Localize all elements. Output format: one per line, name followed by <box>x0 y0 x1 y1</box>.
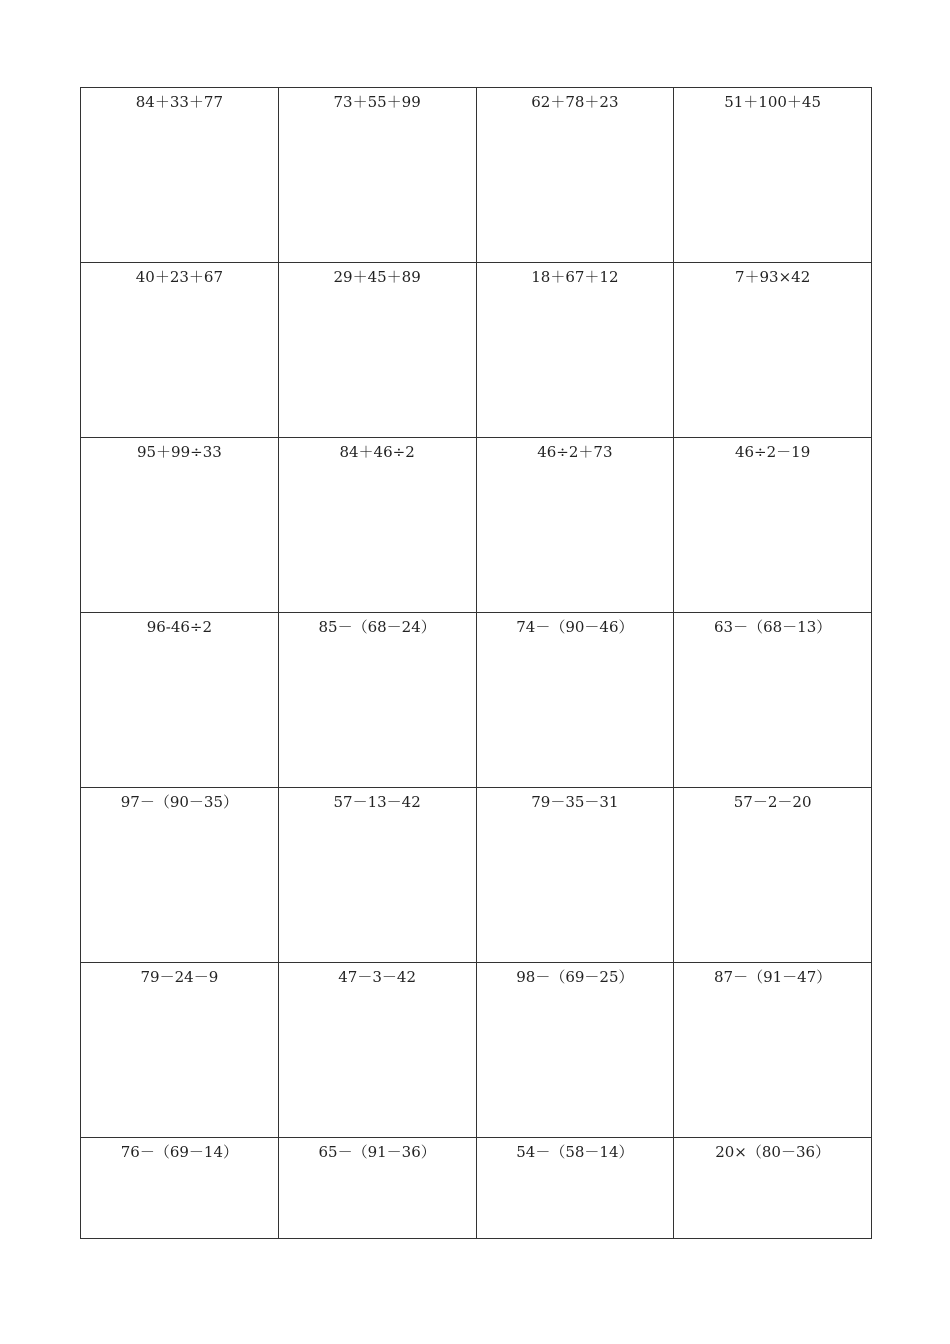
problem-expression: 96-46÷2 <box>146 618 213 636</box>
problem-cell <box>476 1138 674 1239</box>
problem-row <box>81 88 872 263</box>
problem-cell <box>278 263 476 438</box>
problem-expression: 98－（69－25） <box>516 968 634 986</box>
problem-expression: 79－24－9 <box>140 968 219 986</box>
problem-cell <box>81 1138 279 1239</box>
problem-expression: 76－（69－14） <box>120 1143 238 1161</box>
problem-cell <box>278 88 476 263</box>
problem-cell <box>476 263 674 438</box>
problem-expression: 87－（91－47） <box>713 968 832 986</box>
problem-expression: 40＋23＋67 <box>135 268 223 286</box>
problem-row <box>81 963 872 1138</box>
problem-cell <box>476 613 674 788</box>
problem-expression: 74－（90－46） <box>516 618 634 636</box>
problem-cell <box>674 438 872 613</box>
problem-expression: 29＋45＋89 <box>333 268 421 286</box>
problem-expression: 46÷2＋73 <box>537 443 613 461</box>
problem-cell <box>476 88 674 263</box>
problem-cell <box>674 263 872 438</box>
problem-cell <box>674 1138 872 1239</box>
problem-expression: 46÷2－19 <box>734 443 811 461</box>
problem-expression: 95＋99÷33 <box>136 443 222 461</box>
problem-row <box>81 438 872 613</box>
problem-expression: 57－2－20 <box>733 793 812 811</box>
problem-cell <box>674 613 872 788</box>
problem-row <box>81 263 872 438</box>
problem-expression: 79－35－31 <box>531 793 619 811</box>
problem-cell <box>674 963 872 1138</box>
problem-row <box>81 788 872 963</box>
problem-row <box>81 613 872 788</box>
problem-cell <box>674 88 872 263</box>
problem-cell <box>81 263 279 438</box>
problem-expression: 73＋55＋99 <box>333 93 421 111</box>
problem-expression: 7＋93×42 <box>734 268 811 286</box>
problem-cell <box>81 963 279 1138</box>
problem-cell <box>476 438 674 613</box>
problem-cell <box>674 788 872 963</box>
problem-cell <box>278 613 476 788</box>
problem-cell <box>81 438 279 613</box>
problem-row <box>81 1138 872 1239</box>
problem-cell <box>81 788 279 963</box>
problem-expression: 51＋100＋45 <box>724 93 822 111</box>
problem-expression: 97－（90－35） <box>120 793 238 811</box>
problem-cell <box>476 963 674 1138</box>
problem-cell <box>278 1138 476 1239</box>
problem-expression: 65－（91－36） <box>318 1143 436 1161</box>
problem-cell <box>81 88 279 263</box>
problem-expression: 57－13－42 <box>333 793 421 811</box>
problem-cell <box>278 963 476 1138</box>
problem-expression: 85－（68－24） <box>318 618 436 636</box>
problem-expression: 20×（80－36） <box>715 1143 831 1161</box>
problem-expression: 18＋67＋12 <box>531 268 619 286</box>
problem-expression: 54－（58－14） <box>516 1143 634 1161</box>
problem-cell <box>278 438 476 613</box>
problem-cell <box>81 613 279 788</box>
problem-cell <box>278 788 476 963</box>
problem-expression: 63－（68－13） <box>713 618 832 636</box>
problem-expression: 84＋33＋77 <box>135 93 223 111</box>
problem-cell <box>476 788 674 963</box>
problem-expression: 84＋46÷2 <box>339 443 415 461</box>
problem-expression: 62＋78＋23 <box>531 93 619 111</box>
problem-expression: 47－3－42 <box>338 968 416 986</box>
problem-grid <box>80 87 872 1239</box>
